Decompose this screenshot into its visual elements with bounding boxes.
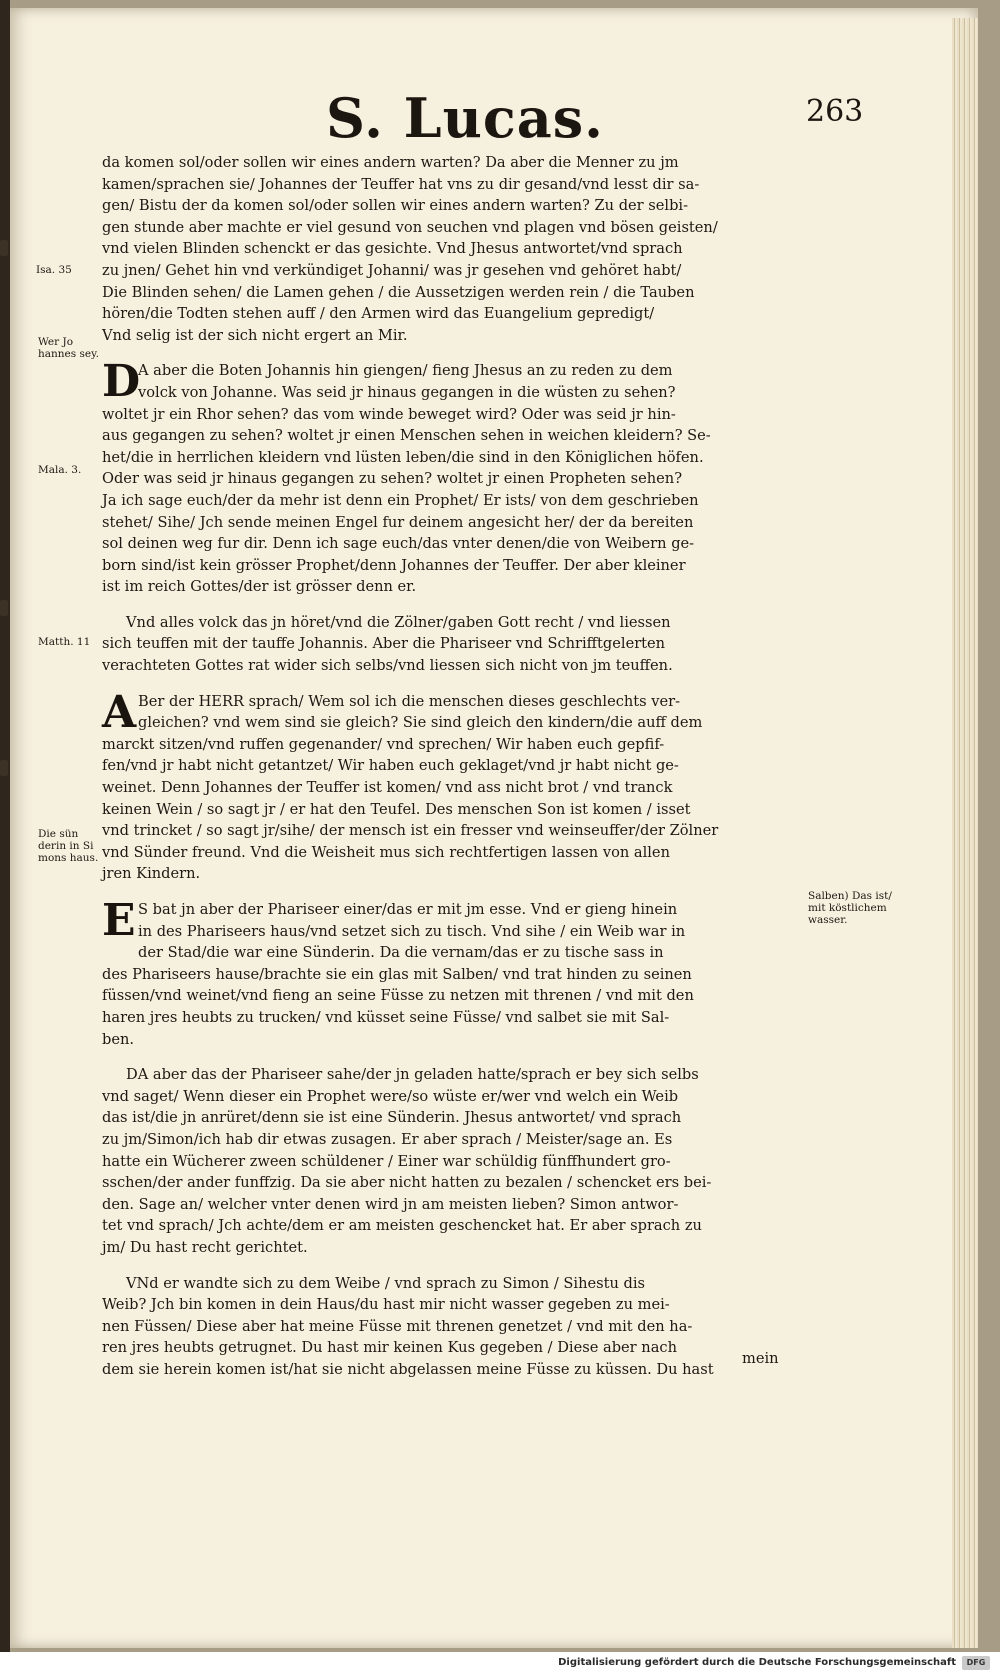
text-line: Vnd alles volck das jn höret/vnd die Zölner/gaben Gott recht / vnd liessen [126,613,671,631]
text-line: weinet. Denn Johannes der Teuffer ist komen/ vnd ass nicht brot / vnd tranck [102,779,673,797]
body-text [102,152,802,1394]
bleed-mark [0,760,8,776]
text-line: hören/die Todten stehen auff / den Armen wird das Euangelium gepredigt/ [102,305,655,323]
drop-cap: D [102,356,141,408]
dfg-logo-text: DFG [966,1658,986,1667]
text-line: vnd Sünder freund. Vnd die Weisheit mus sich rechtfertigen lassen von allen [102,843,670,861]
text-line: zu jnen/ Gehet hin vnd verkündiget Johanni/ was jr gesehen vnd gehöret habt/ [102,261,682,279]
margin-note-salben [808,890,892,926]
running-title: S. Lucas. [326,86,604,150]
text-line: S bat jn aber der Phariseer einer/das er mit jm esse. Vnd er gieng hinein [138,901,678,918]
text-line: stehet/ Sihe/ Jch sende meinen Engel fur deinem angesicht her/ der da bereiten [102,513,694,531]
margin-note-line: Die sün [38,828,79,840]
paragraph [102,895,802,1050]
margin-note-line: Wer Jo [38,336,74,348]
book-page [10,8,978,1648]
text-line: vnd vielen Blinden schenckt er das gesichte. Vnd Jhesus antwortet/vnd sprach [102,240,683,258]
margin-note-line: Salben) Das ist/ [808,890,892,902]
text-line: verachteten Gottes rat wider sich selbs/vnd liessen sich nicht von jm teuffen. [102,657,673,675]
digitization-credit: Digitalisierung gefördert durch die Deutsche Forschungsgemeinschaft [558,1657,956,1668]
margin-note-line: Mala. 3. [38,464,82,476]
dfg-logo [962,1656,990,1670]
text-line: da komen sol/oder sollen wir eines andern warten? Da aber die Menner zu jm [102,154,679,171]
catchword: mein [742,1350,779,1367]
text-line: keinen Wein / so sagt jr / er hat den Teufel. Des menschen Son ist komen / isset [102,800,691,818]
margin-note-suenderin [38,828,98,864]
text-line: het/die in herrlichen kleidern vnd lüsten leben/die sind in den Königlichen höfen. [102,448,704,466]
page-edge-stack [952,18,978,1648]
text-line: ben. [102,1030,135,1048]
text-line: Ber der HERR sprach/ Wem sol ich die menschen dieses geschlechts ver- [138,692,681,710]
text-line: ren jres heubts getrugnet. Du hast mir keinen Kus gegeben / Diese aber nach [102,1339,677,1357]
paragraph [102,1273,802,1381]
text-line: des Phariseers hause/brachte sie ein glas mit Salben/ vnd trat hinden zu seinen [102,965,692,983]
text-line: ist im reich Gottes/der ist grösser denn er. [102,578,417,596]
text-line: das ist/die jn anrüret/denn sie ist eine Sünderin. Jhesus antwortet/ vnd sprach [102,1109,682,1127]
text-line: tet vnd sprach/ Jch achte/dem er am meisten geschencket hat. Er aber sprach zu [102,1217,702,1235]
text-line: Weib? Jch bin komen in dein Haus/du hast mir nicht wasser gegeben zu mei- [102,1296,670,1314]
paragraph [102,1064,802,1258]
text-line: marckt sitzen/vnd ruffen gegenander/ vnd sprechen/ Wir haben euch gepfif- [102,735,665,753]
text-line: sich teuffen mit der tauffe Johannis. Aber die Phariseer vnd Schrifftgelerten [102,635,666,653]
text-line: Oder was seid jr hinaus gegangen zu sehen? woltet jr einen Propheten sehen? [102,470,683,488]
text-line: Ja ich sage euch/der da mehr ist denn ein Prophet/ Er ists/ von dem geschrieben [102,491,699,509]
paragraph [102,612,802,677]
text-line: füssen/vnd weinet/vnd fieng an seine Füsse zu netzen mit threnen / vnd mit den [102,987,694,1005]
text-line: in des Phariseers haus/vnd setzet sich zu tisch. Vnd sihe / ein Weib war in [138,922,686,940]
page-number: 263 [806,94,864,129]
paragraph [102,686,802,885]
text-line: zu jm/Simon/ich hab dir etwas zusagen. Er aber sprach / Meister/sage an. Es [102,1130,673,1148]
margin-note-line: hannes sey. [38,348,99,360]
drop-cap: E [102,895,136,946]
text-line: haren jres heubts zu trucken/ vnd küsset seine Füsse/ vnd salbet sie mit Sal- [102,1008,670,1026]
bleed-mark [0,240,8,256]
margin-note-line: mons haus. [38,852,99,864]
margin-note-mala [38,464,81,476]
margin-note-line: Matth. 11 [38,636,91,648]
margin-note-line: mit köstlichem [808,902,887,914]
text-line: vnd trincket / so sagt jr/sihe/ der mensch ist ein fresser vnd weinseuffer/der Zölner [102,822,719,840]
margin-note-line: derin in Si [38,840,94,852]
text-line: der Stad/die war eine Sünderin. Da die vernam/das er zu tische sass in [138,944,664,962]
text-line: gleichen? vnd wem sind sie gleich? Sie sind gleich den kindern/die auff dem [138,714,703,732]
text-line: Die Blinden sehen/ die Lamen gehen / die Aussetzigen werden rein / die Tauben [102,283,695,301]
margin-note-line: Isa. 35 [36,264,72,276]
margin-note-line: wasser. [808,914,848,926]
text-line: volck von Johanne. Was seid jr hinaus gegangen in die wüsten zu sehen? [138,383,676,401]
text-line: Vnd selig ist der sich nicht ergert an Mir. [102,326,408,344]
text-line: aus gegangen zu sehen? woltet jr einen Menschen sehen in weichen kleidern? Se- [102,427,711,445]
text-line: den. Sage an/ welcher vnter denen wird jn am meisten lieben? Simon antwor- [102,1195,679,1213]
text-line: sschen/der ander funffzig. Da sie aber nicht hatten zu bezalen / schencket ers bei- [102,1174,712,1192]
text-line: vnd saget/ Wenn dieser ein Prophet were/so wüste er/wer vnd welch ein Weib [102,1087,679,1105]
margin-note-matth [38,636,90,648]
text-line: kamen/sprachen sie/ Johannes der Teuffer hat vns zu dir gesand/vnd lesst dir sa- [102,175,700,193]
margin-note-johannes [38,336,99,360]
drop-cap: A [102,686,137,738]
text-line: VNd er wandte sich zu dem Weibe / vnd sprach zu Simon / Sihestu dis [126,1274,645,1292]
paragraph [102,356,802,598]
text-line: fen/vnd jr habt nicht getantzet/ Wir haben euch geklaget/vnd jr habt nicht ge- [102,757,679,775]
text-line: sol deinen weg fur dir. Denn ich sage euch/das vnter denen/die von Weibern ge- [102,535,695,553]
bleed-mark [0,600,8,616]
margin-note-isa [36,264,72,276]
text-line: hatte ein Wücherer zween schüldener / Einer war schüldig fünffhundert gro- [102,1152,671,1170]
text-line: born sind/ist kein grösser Prophet/denn Johannes der Teuffer. Der aber kleiner [102,556,686,574]
text-line: dem sie herein komen ist/hat sie nicht abgelassen meine Füsse zu küssen. Du hast [102,1360,714,1378]
text-line: nen Füssen/ Diese aber hat meine Füsse mit threnen genetzet / vnd mit den ha- [102,1317,693,1335]
text-line: DA aber das der Phariseer sahe/der jn geladen hatte/sprach er bey sich selbs [126,1066,699,1084]
paragraph [102,152,802,346]
text-line: jren Kindern. [102,865,201,883]
text-line: woltet jr ein Rhor sehen? das vom winde beweget wird? Oder was seid jr hin- [102,405,676,423]
text-line: gen/ Bistu der da komen sol/oder sollen wir eines andern warten? Zu der selbi- [102,197,689,215]
text-line: A aber die Boten Johannis hin giengen/ fieng Jhesus an zu reden zu dem [138,362,673,380]
text-line: jm/ Du hast recht gerichtet. [102,1238,308,1256]
text-line: gen stunde aber machte er viel gesund von seuchen vnd plagen vnd bösen geisten/ [102,218,718,236]
